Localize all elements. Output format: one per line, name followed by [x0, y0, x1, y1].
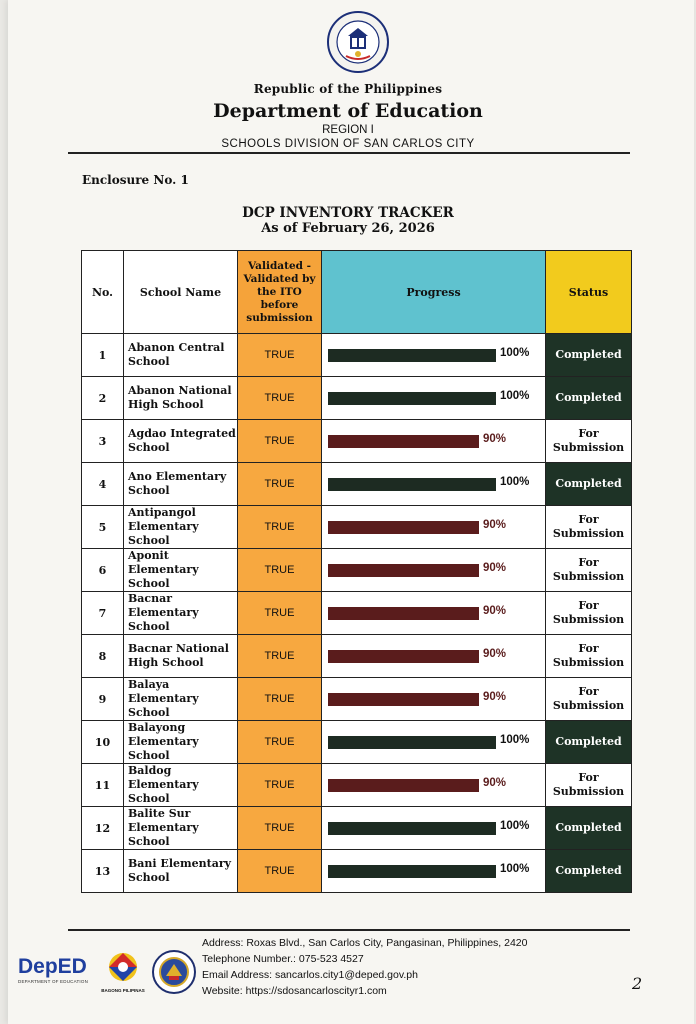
tracker-title: DCP INVENTORY TRACKER [242, 205, 454, 221]
progress-cell [322, 721, 546, 764]
department-line: Department of Education [213, 100, 483, 122]
deped-seal-icon [326, 10, 390, 74]
footer-rule [68, 929, 630, 931]
header-progress: Progress [322, 251, 546, 334]
progress-bar [328, 865, 496, 878]
validated-value: TRUE [238, 420, 322, 463]
school-name: Antipangol Elementary School [124, 506, 238, 549]
row-number: 1 [82, 334, 124, 377]
header-status: Status [546, 251, 632, 334]
republic-line: Republic of the Philippines [253, 82, 443, 96]
division-seal-icon [152, 950, 196, 994]
validated-value: TRUE [238, 635, 322, 678]
row-number: 2 [82, 377, 124, 420]
footer-address: Address: Roxas Blvd., San Carlos City, Pangasinan, Philippines, 2420 [202, 937, 528, 949]
validated-value: TRUE [238, 549, 322, 592]
row-number: 9 [82, 678, 124, 721]
progress-label: 90% [483, 648, 507, 660]
progress-bar [328, 349, 496, 362]
progress-cell [322, 506, 546, 549]
row-number: 10 [82, 721, 124, 764]
table-row [82, 334, 632, 377]
school-name: Bani Elementary School [124, 850, 238, 893]
validated-value: TRUE [238, 463, 322, 506]
bagong-pilipinas-icon [98, 950, 148, 984]
status-badge: Completed [546, 850, 632, 893]
progress-label: 90% [483, 562, 507, 574]
progress-cell [322, 334, 546, 377]
status-badge: Completed [546, 807, 632, 850]
school-name: Balayong Elementary School [124, 721, 238, 764]
table-row [82, 420, 632, 463]
status-badge: For Submission [546, 635, 632, 678]
status-badge: Completed [546, 377, 632, 420]
progress-bar [328, 822, 496, 835]
row-number: 7 [82, 592, 124, 635]
school-name: Balaya Elementary School [124, 678, 238, 721]
table-header-row [82, 251, 632, 334]
header-rule [68, 152, 630, 154]
footer-contact [202, 935, 527, 999]
progress-cell [322, 635, 546, 678]
footer-website: Website: https://sdosancarloscityr1.com [202, 985, 387, 997]
table-row [82, 549, 632, 592]
progress-label: 100% [500, 390, 530, 402]
progress-bar [328, 693, 479, 706]
progress-label: 90% [483, 777, 507, 789]
progress-cell [322, 764, 546, 807]
enclosure-label: Enclosure No. 1 [82, 173, 189, 187]
school-name: Baldog Elementary School [124, 764, 238, 807]
status-badge: For Submission [546, 678, 632, 721]
progress-label: 100% [500, 863, 530, 875]
progress-bar [328, 435, 479, 448]
row-number: 3 [82, 420, 124, 463]
bagong-pilipinas-text: BAGONG PILIPINAS [101, 988, 145, 993]
progress-label: 100% [500, 820, 530, 832]
progress-label: 90% [483, 605, 507, 617]
validated-value: TRUE [238, 850, 322, 893]
progress-bar [328, 478, 496, 491]
progress-cell [322, 377, 546, 420]
school-name: Abanon National High School [124, 377, 238, 420]
validated-value: TRUE [238, 678, 322, 721]
validated-value: TRUE [238, 506, 322, 549]
table-row [82, 721, 632, 764]
progress-cell [322, 807, 546, 850]
validated-value: TRUE [238, 764, 322, 807]
progress-cell [322, 463, 546, 506]
status-badge: For Submission [546, 420, 632, 463]
validated-value: TRUE [238, 592, 322, 635]
header-validated: Validated - Validated by the ITO before submission [238, 251, 322, 334]
validated-value: TRUE [238, 721, 322, 764]
progress-bar [328, 521, 479, 534]
progress-cell [322, 592, 546, 635]
row-number: 12 [82, 807, 124, 850]
table-row [82, 764, 632, 807]
table-row [82, 635, 632, 678]
header-school-name: School Name [124, 251, 238, 334]
progress-label: 100% [500, 347, 530, 359]
footer-email: Email Address: sancarlos.city1@deped.gov.ph [202, 969, 418, 981]
deped-logo-text: DepED [18, 955, 87, 978]
table-row [82, 807, 632, 850]
table-row [82, 592, 632, 635]
region-line: REGION I [322, 124, 374, 136]
progress-bar [328, 564, 479, 577]
progress-label: 100% [500, 734, 530, 746]
validated-value: TRUE [238, 807, 322, 850]
progress-bar [328, 392, 496, 405]
header-no: No. [82, 251, 124, 334]
row-number: 8 [82, 635, 124, 678]
status-badge: Completed [546, 721, 632, 764]
progress-cell [322, 549, 546, 592]
validated-value: TRUE [238, 334, 322, 377]
bagong-pilipinas-logo [98, 950, 148, 993]
school-name: Aponit Elementary School [124, 549, 238, 592]
deped-logo-subtext: DEPARTMENT OF EDUCATION [18, 979, 89, 984]
school-name: Bacnar National High School [124, 635, 238, 678]
row-number: 6 [82, 549, 124, 592]
school-name: Balite Sur Elementary School [124, 807, 238, 850]
table-row [82, 377, 632, 420]
tracker-subtitle: As of February 26, 2026 [261, 221, 435, 236]
progress-cell [322, 420, 546, 463]
progress-label: 90% [483, 433, 507, 445]
table-row [82, 506, 632, 549]
status-badge: For Submission [546, 506, 632, 549]
footer-telephone: Telephone Number.: 075-523 4527 [202, 953, 364, 965]
progress-bar [328, 779, 479, 792]
school-name: Ano Elementary School [124, 463, 238, 506]
row-number: 13 [82, 850, 124, 893]
status-badge: For Submission [546, 549, 632, 592]
progress-label: 100% [500, 476, 530, 488]
progress-bar [328, 650, 479, 663]
school-name: Agdao Integrated School [124, 420, 238, 463]
status-badge: For Submission [546, 592, 632, 635]
progress-bar [328, 736, 496, 749]
division-line: SCHOOLS DIVISION OF SAN CARLOS CITY [221, 138, 475, 150]
table-row [82, 463, 632, 506]
progress-label: 90% [483, 519, 507, 531]
status-badge: Completed [546, 334, 632, 377]
status-badge: Completed [546, 463, 632, 506]
progress-label: 90% [483, 691, 507, 703]
deped-logo [18, 955, 92, 984]
validated-value: TRUE [238, 377, 322, 420]
row-number: 5 [82, 506, 124, 549]
inventory-table [81, 250, 632, 893]
page-number: 2 [632, 974, 643, 993]
progress-bar [328, 607, 479, 620]
row-number: 11 [82, 764, 124, 807]
row-number: 4 [82, 463, 124, 506]
table-row [82, 678, 632, 721]
school-name: Bacnar Elementary School [124, 592, 238, 635]
school-name: Abanon Central School [124, 334, 238, 377]
progress-cell [322, 850, 546, 893]
table-row [82, 850, 632, 893]
status-badge: For Submission [546, 764, 632, 807]
progress-cell [322, 678, 546, 721]
